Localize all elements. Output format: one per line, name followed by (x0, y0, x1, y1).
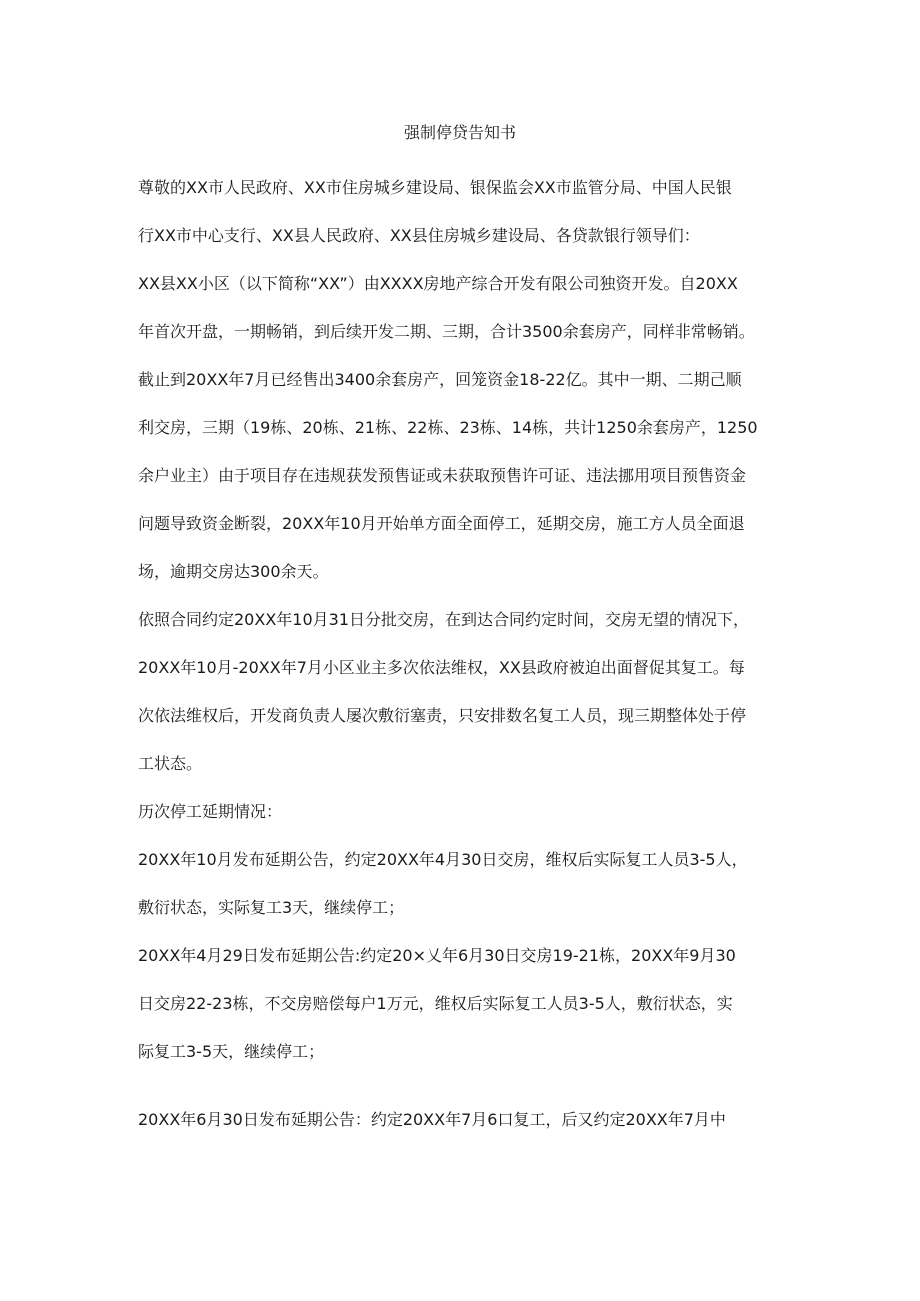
text-line: 次依法维权后，开发商负责人屡次敷衍塞责，只安排数名复工人员，现三期整体处于停 (138, 706, 747, 725)
text-line: 敷衍状态，实际复工3天，继续停工； (138, 898, 405, 917)
text-line: 截止到20XX年7月已经售出3400余套房产，回笼资金18-22亿。其中一期、二期己顺 (138, 370, 742, 389)
text-line: 20XX年6月30日发布延期公告：约定20XX年7月6口复工，后又约定20XX年7月中 (138, 1110, 726, 1129)
document-body-continued (138, 1096, 798, 1144)
text-line: 工状态。 (138, 754, 203, 773)
text-line: 20XX年10月-20XX年7月小区业主多次依法维权，XX县政府被迫出面督促其复工。每 (138, 658, 745, 677)
text-line: 行XX市中心支行、XX县人民政府、XX县住房城乡建设局、各贷款银行领导们： (138, 226, 700, 245)
text-line: 年首次开盘，一期畅销，到后续开发二期、三期，合计3500余套房产，同样非常畅销。 (138, 322, 755, 341)
text-line: 日交房22-23栋，不交房赔偿每户1万元，维权后实际复工人员3-5人，敷衍状态，实 (138, 994, 733, 1013)
text-line: 20XX年10月发布延期公告，约定20XX年4月30日交房，维权后实际复工人员3-5人， (138, 850, 748, 869)
text-line: 场，逾期交房达300余天。 (138, 562, 329, 581)
document-body (138, 164, 798, 1076)
text-line: 依照合同约定20XX年10月31日分批交房，在到达合同约定时间，交房无望的情况下， (138, 610, 750, 629)
text-line: 问题导致资金断裂，20XX年10月开始单方面全面停工，延期交房，施工方人员全面退 (138, 514, 745, 533)
text-line: 尊敬的XX市人民政府、XX市住房城乡建设局、银保监会XX市监管分局、中国人民银 (138, 178, 732, 197)
text-line: XX县XX小区（以下简称“XX”）由XXXX房地产综合开发有限公司独资开发。自20XX (138, 274, 738, 293)
document-title: 强制停贷告知书 (403, 123, 516, 142)
text-line: 历次停工延期情况： (138, 802, 283, 821)
text-line: 利交房，三期（19栋、20栋、21栋、22栋、23栋、14栋，共计1250余套房产，1250 (138, 418, 758, 437)
text-line: 余户业主）由于项目存在违规获发预售证或未获取预售许可证、违法挪用项目预售资金 (138, 466, 747, 485)
text-line: 际复工3-5天，继续停工； (138, 1042, 325, 1061)
text-line: 20XX年4月29日发布延期公告:约定20×乂年6月30日交房19-21栋，20XX年9月30 (138, 946, 736, 965)
